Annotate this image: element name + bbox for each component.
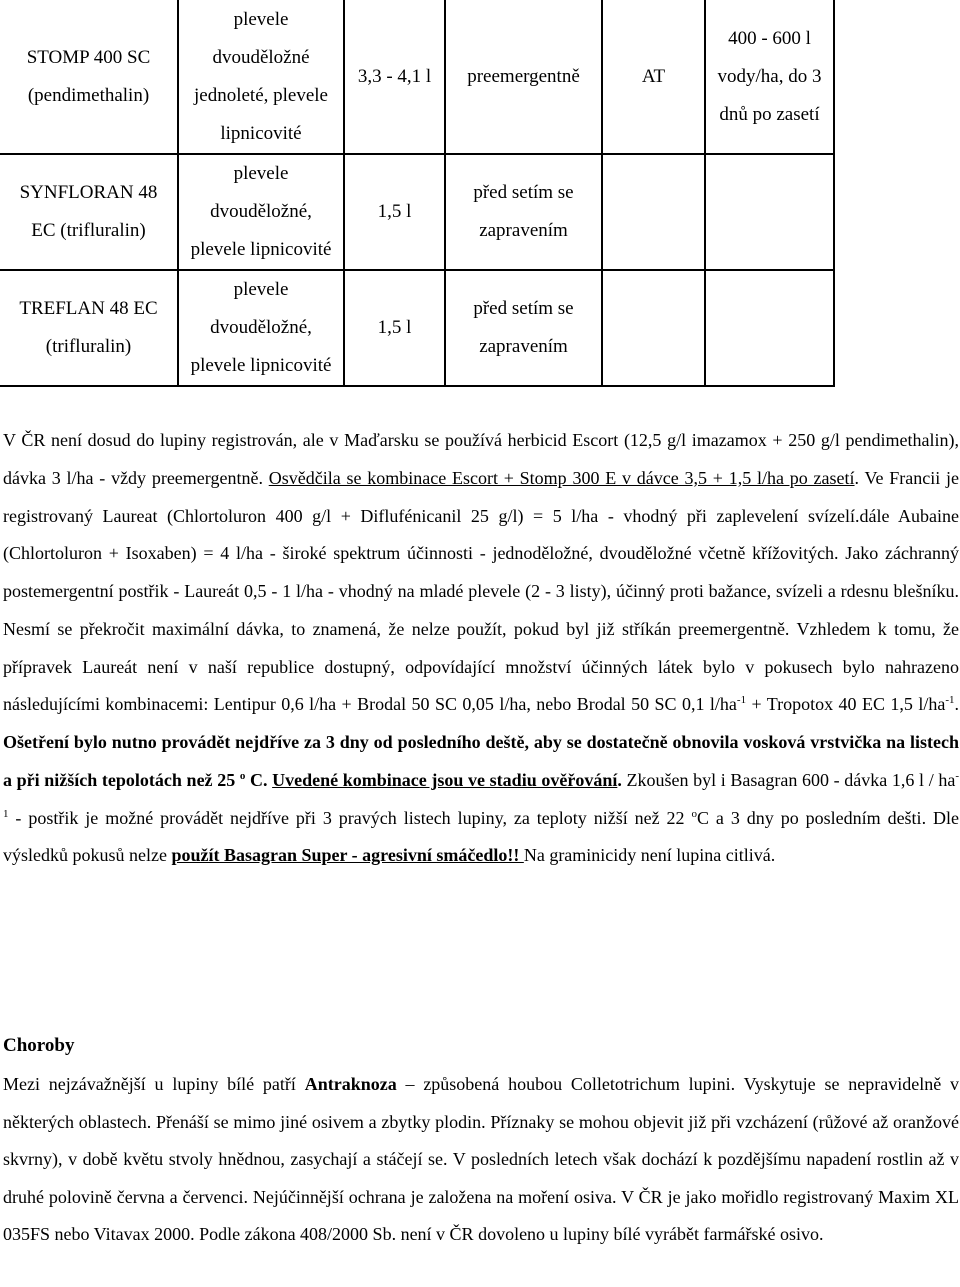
product-cell <box>0 0 178 154</box>
text-run: . <box>954 694 959 715</box>
cell-line: plevele lipnicovité <box>190 355 332 376</box>
text-run: Zkoušen byl i Basagran 600 - dávka 1,6 l / ha <box>621 769 956 790</box>
dose-cell: 1,5 l <box>344 270 445 386</box>
cell-line: plevele lipnicovité <box>190 239 332 260</box>
cell-line: zapravením <box>479 220 568 241</box>
timing-cell <box>445 0 602 154</box>
paragraph-diseases <box>3 1066 959 1254</box>
text-run: V ČR není dosud do lupiny registrován, ale v Maďarsku se používá herbicid Escort (12,5 g/l imazamox + 250 g/l pendimethalin), dávka 3 l/ha - vždy preemergentně. <box>3 430 959 488</box>
underlined-text: Osvědčila se kombinace Escort + Stomp 300 E v dávce 3,5 + 1,5 l/ha po zasetí <box>268 467 855 488</box>
paragraph-herbicides <box>3 422 959 875</box>
product-cell <box>0 270 178 386</box>
registration-cell: AT <box>602 0 705 154</box>
section-heading-choroby: Choroby <box>3 1035 75 1056</box>
text-run: C a 3 dny po posledním dešti. Dle výsledků pokusů nelze <box>3 807 959 866</box>
bold-underlined-text: Uvedené kombinace jsou ve stadiu ověřování <box>272 769 618 790</box>
superscript: -1 <box>3 769 959 820</box>
cell-line: (trifluralin) <box>45 336 132 357</box>
text-run: + Tropotox 40 EC 1,5 l/ha <box>746 694 946 715</box>
cell-line: lipnicovité <box>220 122 302 144</box>
diseases-text <box>3 1066 959 1254</box>
cell-line: dvouděložné, <box>210 317 312 338</box>
cell-line: STOMP 400 SC <box>26 46 151 68</box>
table-row <box>0 0 834 154</box>
bold-text: . <box>617 769 622 790</box>
bold-text: Antraknoza <box>304 1074 397 1094</box>
bold-underlined-text: použít Basagran Super - agresivní smáčedlo!! <box>171 845 524 866</box>
table-row <box>0 154 834 270</box>
registration-cell <box>602 270 705 386</box>
cell-line: preemergentně <box>467 65 580 87</box>
timing-cell <box>445 270 602 386</box>
herbicide-table-body <box>0 0 834 386</box>
cell-line: dvouděložné, <box>210 201 312 222</box>
text-run: - postřik je možné provádět nejdříve při 3 pravých listech lupiny, za teploty nižší než 22 <box>8 807 692 828</box>
bold-text: C. <box>245 769 268 790</box>
dose-cell: 3,3 - 4,1 l <box>344 0 445 154</box>
note-cell <box>705 154 834 270</box>
text-run: – způsobená houbou Colletotrichum lupini. Vyskytuje se nepravidelně v některých oblastech. Přenáší se mimo jiné osivem a zbytky plodin. Příznaky se mohou objevit již při vzcházení (růžové až oranžové skvrny), v době květu stvoly hnědnou, zasychají a stáčejí se. V posledních letech však dochází k pozdějšímu napadení rostlin až v druhé polovině června a červenci. Nejúčinnější ochrana je založena na moření osiva. V ČR je jako mořidlo registrovaný Maxim XL 035FS nebo Vitavax 2000. Podle zákona 408/2000 Sb. není v ČR dovoleno u lupiny bílé vyrábět farmářské osivo. <box>3 1074 959 1244</box>
superscript: -1 <box>736 694 747 707</box>
cell-line: plevele <box>233 279 289 300</box>
registration-cell <box>602 154 705 270</box>
superscript: o <box>239 769 246 782</box>
superscript: -1 <box>945 694 955 707</box>
superscript: o <box>691 807 697 820</box>
cell-line: EC (trifluralin) <box>31 220 146 241</box>
text-run: . Ve Francii je registrovaný Laureat (Chlortoluron 400 g/l + Diflufénicanil 25 g/l) = 5 l/ha - vhodný při zaplevelení svízelí.dále Aubaine (Chlortoluron + Isoxaben) = 4 l/ha - široké spektrum účinnosti - jednoděložné, dvouděložné včetně křížovitých. <box>3 467 959 564</box>
cell-line: TREFLAN 48 EC <box>19 298 158 319</box>
weeds-cell <box>178 0 344 154</box>
product-cell <box>0 154 178 270</box>
note-cell <box>705 270 834 386</box>
cell-line: (pendimethalin) <box>27 84 150 106</box>
bold-text: Ošetření bylo nutno provádět nejdříve za 3 dny od posledního deště, aby se dostatečně obnovila vosková vrstvička na listech a při nižších tepolotách než 25 <box>3 732 959 790</box>
text-run: Mezi nejzávažnější u lupiny bílé patří <box>3 1074 305 1094</box>
cell-line: jednoleté, plevele <box>194 84 328 106</box>
note-cell <box>705 0 834 154</box>
cell-line: před setím se <box>473 298 574 319</box>
cell-line: plevele <box>233 8 289 30</box>
weeds-cell <box>178 154 344 270</box>
table-row <box>0 270 834 386</box>
timing-cell <box>445 154 602 270</box>
text-run: Na graminicidy není lupina citlivá. <box>523 845 776 866</box>
herbicide-table <box>0 0 835 387</box>
cell-line: plevele <box>233 163 289 184</box>
cell-line: dvouděložné <box>212 46 310 68</box>
cell-line: SYNFLORAN 48 <box>19 182 158 203</box>
weed-control-text <box>3 422 959 875</box>
cell-line: 400 - 600 l <box>728 27 811 49</box>
dose-cell: 1,5 l <box>344 154 445 270</box>
cell-line: dnů po zasetí <box>719 103 820 125</box>
cell-line: vody/ha, do 3 <box>717 65 822 87</box>
cell-line: zapravením <box>479 336 568 357</box>
weeds-cell <box>178 270 344 386</box>
cell-line: před setím se <box>473 182 574 203</box>
text-run: Jako záchranný postemergentní postřik - Laureát 0,5 - 1 l/ha - vhodný na mladé plevele (2 - 3 listy), účinný proti bažance, svízeli a rdesnu blešníku. Nesmí se překročit maximální dávka, to znamená, že nelze použít, pokud byl již stříkán preemergentně. Vzhledem k tomu, že přípravek Laureát není v naší republice dostupný, odpovídající množství účinných látek bylo v pokusech bylo nahrazeno následujícími kombinacemi: Lentipur 0,6 l/ha + Brodal 50 SC 0,05 l/ha, nebo Brodal 50 SC 0,1 l/ha <box>3 543 960 715</box>
